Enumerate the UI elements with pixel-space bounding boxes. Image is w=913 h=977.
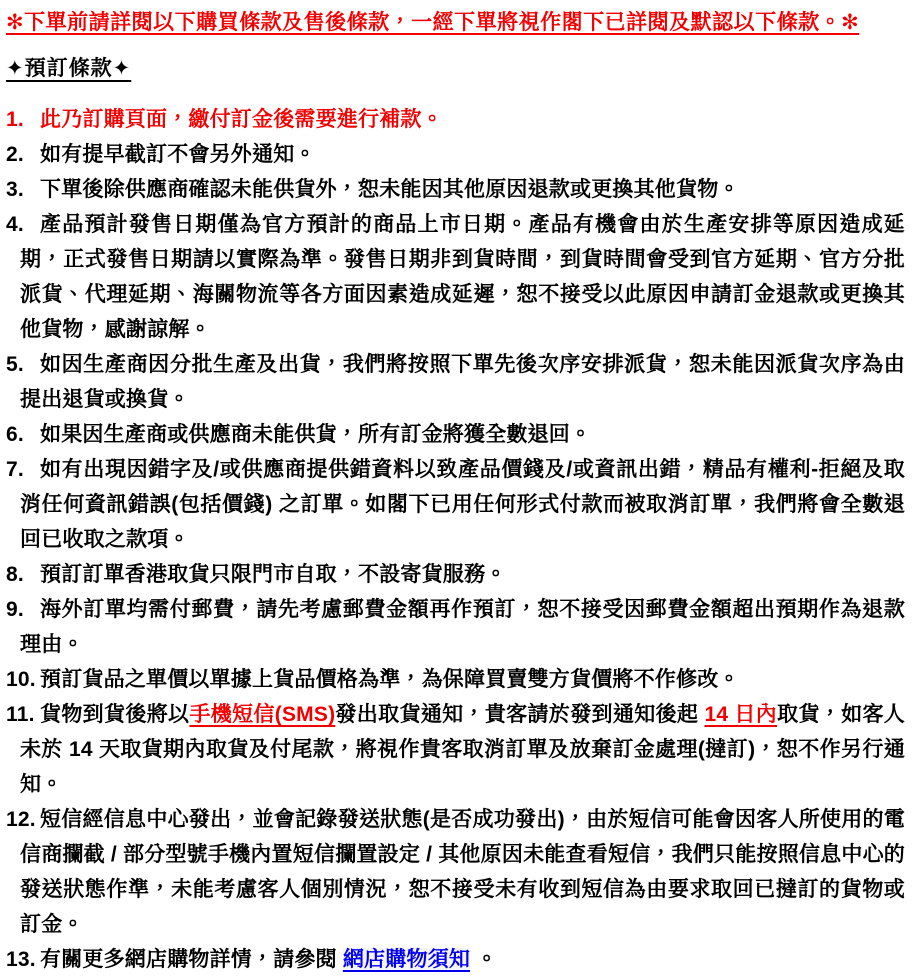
text-segment: 如有出現因錯字及/或供應商提供錯資料以致產品價錢及/或資訊出錯，精品有權利-拒絕及取消任何資訊錯誤(包括價錢) 之訂單。如閣下已用任何形式付款而被取消訂單，我們將會全數退回已收取之款項。 [20,458,905,551]
text-segment: 如果因生產商或供應商未能供貨，所有訂金將獲全數退回。 [40,423,592,446]
list-item [6,347,905,417]
section-title-text: ✦預訂條款✦ [6,57,132,80]
text-segment: 有關更多網店購物詳情，請參閱 [40,948,343,971]
store-shopping-notice-link[interactable]: 網店購物須知 [342,948,471,971]
text-segment: 如因生產商因分批生產及出貨，我們將按照下單先後次序安排派貨，恕未能因派貨次序為由提出退貨或換貨。 [20,353,905,411]
item-text [20,592,905,662]
list-item [6,802,905,942]
notice-banner-text: ✻下單前請詳閱以下購買條款及售後條款，一經下單將視作閣下已詳閱及默認以下條款。✻ [6,11,860,34]
item-text [20,452,905,557]
text-segment: 。 [470,948,498,971]
list-item [6,697,905,802]
list-item [6,942,905,977]
item-number: 1. [6,108,24,131]
item-number: 10. [6,668,36,691]
list-item [6,137,905,172]
item-number: 9. [6,598,24,621]
item-text [20,662,905,697]
item-text [20,137,905,172]
item-number: 11. [6,703,35,726]
item-text [20,942,905,977]
list-item [6,662,905,697]
text-segment: 短信經信息中心發出，並會記錄發送狀態(是否成功發出)，由於短信可能會因客人所使用的電信商攔截 / 部分型號手機內置短信攔置設定 / 其他原因未能查看短信，我們只能按照信息中心的發送狀態作準，未能考慮客人個別情況，恕不接受未有收到短信為由要求取回已撻訂的貨物或訂金。 [20,808,905,936]
list-item [6,592,905,662]
list-item [6,557,905,592]
item-text [20,102,905,137]
text-segment: 預訂貨品之單價以單據上貨品價格為準，為保障買賣雙方貨價將不作修改。 [40,668,740,691]
red-highlight-text: 14 日內 [704,703,778,726]
section-title [6,54,905,84]
item-text [20,172,905,207]
text-segment: 預訂訂單香港取貨只限門市自取，不設寄貨服務。 [40,563,507,586]
item-number: 3. [6,178,24,201]
list-item [6,452,905,557]
list-item [6,102,905,137]
item-text [20,207,905,347]
item-number: 4. [6,213,24,236]
text-segment: 如有提早截訂不會另外通知。 [40,143,316,166]
notice-banner [6,8,905,38]
text-segment: 產品預計發售日期僅為官方預計的商品上市日期。產品有機會由於生產安排等原因造成延期，正式發售日期請以實際為準。發售日期非到貨時間，到貨時間會受到官方延期、官方分批派貨、代理延期、海關物流等各方面因素造成延遲，恕不接受以此原因申請訂金退款或更換其他貨物，感謝諒解。 [20,213,905,341]
item-text [20,347,905,417]
red-highlight-text: 手機短信(SMS) [189,703,336,726]
text-segment: 海外訂單均需付郵費，請先考慮郵費金額再作預訂，恕不接受因郵費金額超出預期作為退款理由。 [20,598,905,656]
list-item [6,417,905,452]
item-text [20,557,905,592]
text-segment: 下單後除供應商確認未能供貨外，恕未能因其他原因退款或更換其他貨物。 [40,178,740,201]
item-number: 7. [6,458,24,481]
item-number: 5. [6,353,24,376]
item-number: 8. [6,563,24,586]
text-segment: 貨物到貨後將以 [40,703,190,726]
text-segment: 取貨，如客人未於 14 天取貨期內取貨及付尾款，將視作貴客取消訂單及放棄訂金處理(撻訂)，恕不作另行通知。 [20,703,905,796]
item-number: 12. [6,808,36,831]
item-number: 13. [6,948,36,971]
text-segment: 此乃訂購頁面，繳付訂金後需要進行補款。 [40,108,443,131]
item-number: 2. [6,143,24,166]
item-text [20,417,905,452]
terms-list [6,102,905,977]
item-number: 6. [6,423,24,446]
list-item [6,207,905,347]
item-text [20,802,905,942]
list-item [6,172,905,207]
text-segment: 發出取貨通知，貴客請於發到通知後起 [335,703,705,726]
item-text [20,697,905,802]
